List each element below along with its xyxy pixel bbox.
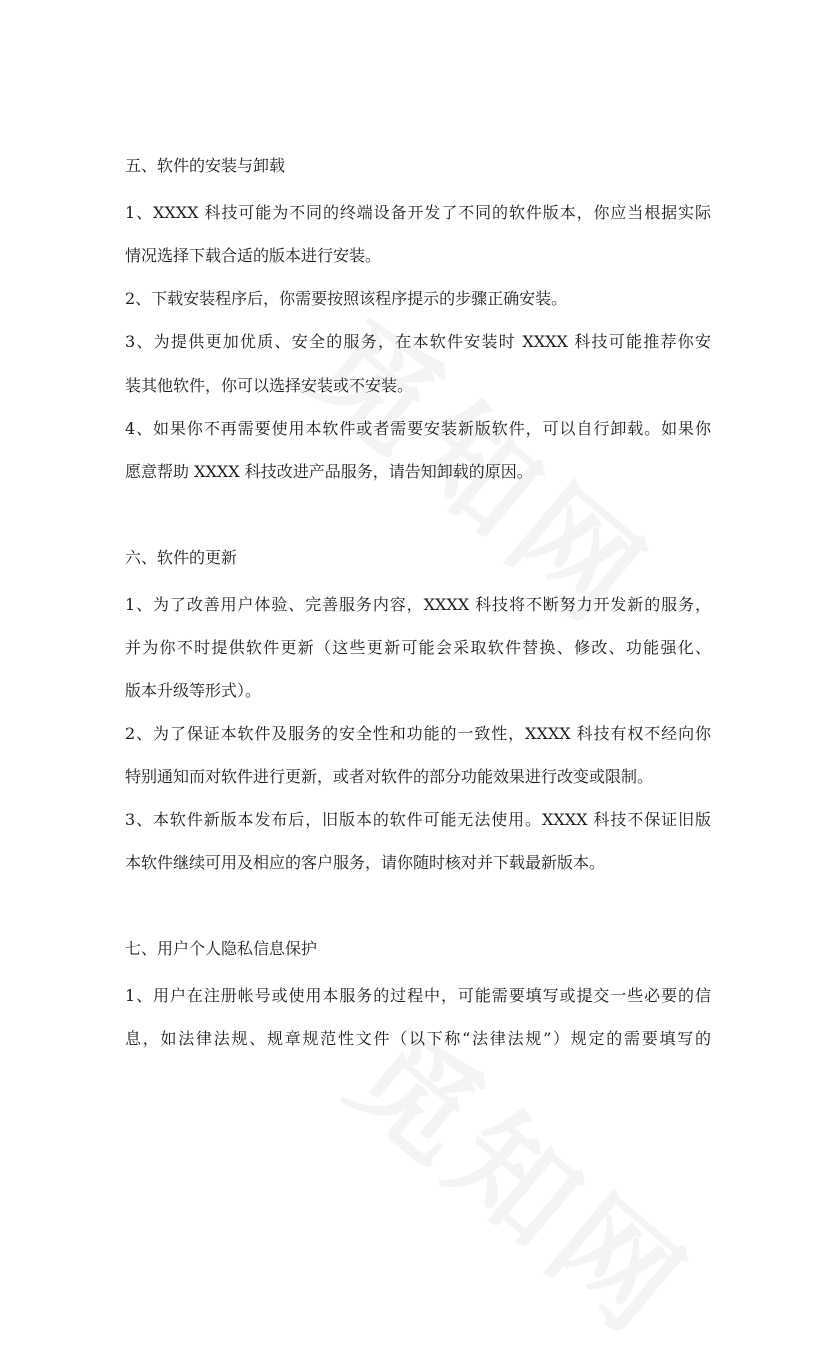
paragraph-line: 情况选择下载合适的版本进行安装。 [125, 246, 382, 265]
paragraph-line: 本软件继续可用及相应的客户服务，请你随时核对并下载最新版本。 [125, 853, 606, 872]
section-heading: 五、软件的安装与卸载 [125, 156, 286, 175]
paragraph-line: 1、XXXX 科技可能为不同的终端设备开发了不同的软件版本，你应当根据实际 [125, 203, 711, 222]
paragraph-line: 息，如法律法规、规章规范性文件（以下称“法律法规”）规定的需要填写的 [125, 1029, 711, 1048]
paragraph-line: 2、为了保证本软件及服务的安全性和功能的一致性，XXXX 科技有权不经向你 [125, 724, 711, 743]
paragraph-line: 2、下载安装程序后，你需要按照该程序提示的步骤正确安装。 [125, 289, 568, 308]
paragraph-line: 3、为提供更加优质、安全的服务，在本软件安装时 XXXX 科技可能推荐你安 [125, 332, 711, 351]
paragraph-line: 3、本软件新版本发布后，旧版本的软件可能无法使用。XXXX 科技不保证旧版 [125, 810, 711, 829]
paragraph-line: 装其他软件，你可以选择安装或不安装。 [125, 376, 414, 395]
paragraph-line: 并为你不时提供软件更新（这些更新可能会采取软件替换、修改、功能强化、 [125, 638, 711, 657]
paragraph-line: 特别通知而对软件进行更新，或者对软件的部分功能效果进行改变或限制。 [125, 767, 654, 786]
paragraph-line: 1、为了改善用户体验、完善服务内容，XXXX 科技将不断努力开发新的服务， [125, 595, 711, 614]
section-heading: 七、用户个人隐私信息保护 [125, 939, 318, 958]
section-heading: 六、软件的更新 [125, 548, 238, 567]
paragraph-line: 愿意帮助 XXXX 科技改进产品服务，请告知卸载的原因。 [125, 462, 533, 481]
paragraph-line: 4、如果你不再需要使用本软件或者需要安装新版软件，可以自行卸载。如果你 [125, 419, 711, 438]
paragraph-line: 1、用户在注册帐号或使用本服务的过程中，可能需要填写或提交一些必要的信 [125, 986, 711, 1005]
paragraph-line: 版本升级等形式）。 [125, 681, 262, 700]
